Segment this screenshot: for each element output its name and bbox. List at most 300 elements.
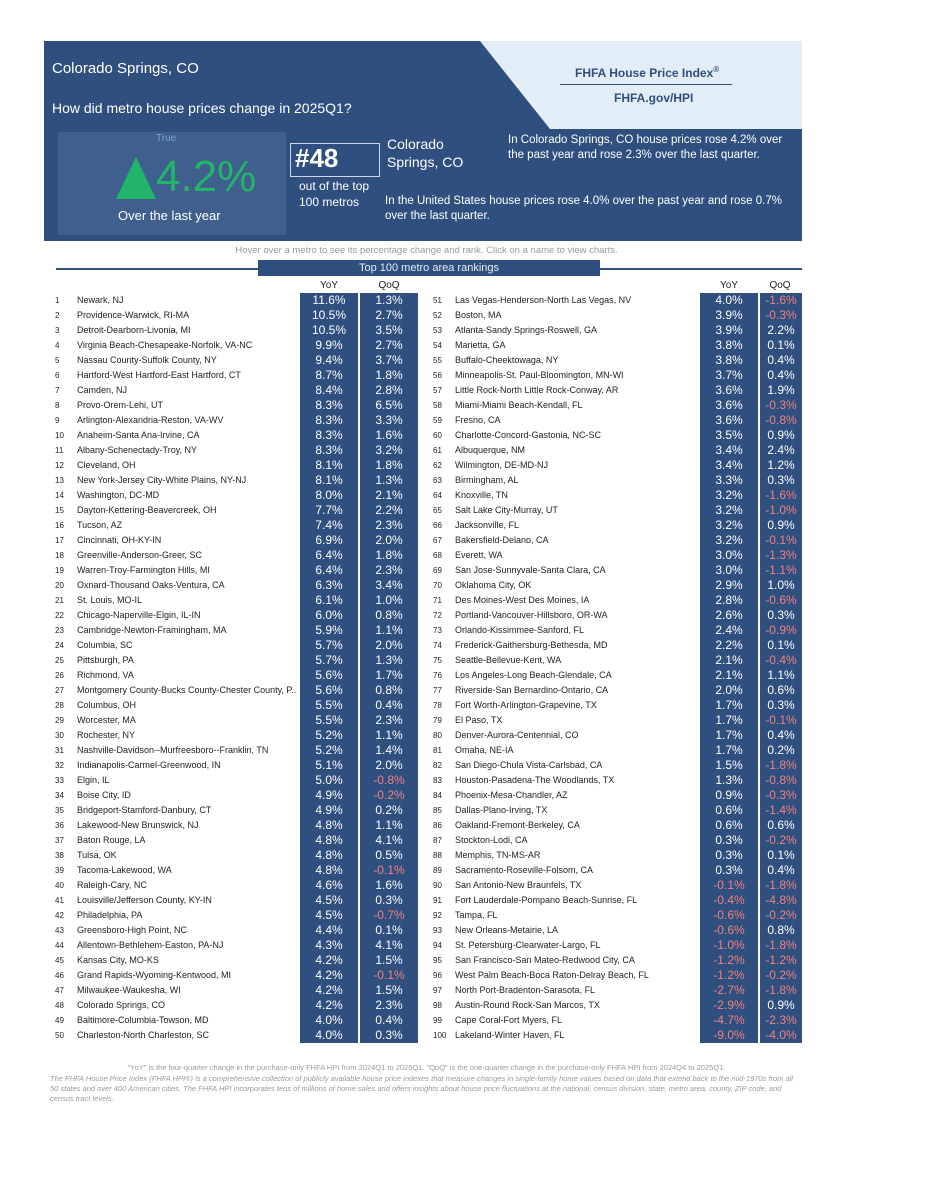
rankings-title: Top 100 metro area rankings (258, 260, 600, 276)
table-row[interactable] (433, 818, 803, 833)
table-row[interactable] (433, 803, 803, 818)
metro-name-link[interactable]: El Paso, TX (455, 715, 503, 725)
metro-name-link[interactable]: Louisville/Jefferson County, KY-IN (77, 895, 212, 905)
yoy-value: 6.4% (300, 548, 360, 563)
rank-number: 67 (433, 536, 442, 545)
metro-name-link[interactable]: Little Rock-North Little Rock-Conway, AR (455, 385, 619, 395)
metro-name-link[interactable]: Phoenix-Mesa-Chandler, AZ (455, 790, 568, 800)
table-row[interactable] (55, 413, 420, 428)
metro-name-link[interactable]: Newark, NJ (77, 295, 124, 305)
table-row[interactable] (55, 953, 420, 968)
metro-name-link[interactable]: Rochester, NY (77, 730, 136, 740)
yoy-value: 0.3% (700, 848, 760, 863)
table-row[interactable] (55, 533, 420, 548)
metro-name-link[interactable]: Jacksonville, FL (455, 520, 520, 530)
qoq-value: 1.8% (360, 368, 418, 383)
rank-number: 44 (55, 941, 64, 950)
table-row[interactable] (55, 788, 420, 803)
rank-number: 11 (55, 446, 64, 455)
qoq-value: 0.8% (760, 923, 802, 938)
yoy-value: 4.6% (300, 878, 360, 893)
metro-name-link[interactable]: Sacramento-Roseville-Folsom, CA (455, 865, 594, 875)
qoq-value: 1.3% (360, 473, 418, 488)
table-row[interactable] (433, 533, 803, 548)
metro-name-link[interactable]: New Orleans-Metairie, LA (455, 925, 559, 935)
table-row[interactable] (433, 398, 803, 413)
rank-number: 65 (433, 506, 442, 515)
metro-name-link[interactable]: Frederick-Gaithersburg-Bethesda, MD (455, 640, 608, 650)
yoy-value: 7.7% (300, 503, 360, 518)
metro-name-link[interactable]: Tacoma-Lakewood, WA (77, 865, 172, 875)
table-row[interactable] (433, 443, 803, 458)
metro-name-link[interactable]: Greenville-Anderson-Greer, SC (77, 550, 203, 560)
yoy-value: 3.9% (700, 308, 760, 323)
qoq-value: 0.9% (760, 518, 802, 533)
table-row[interactable] (55, 983, 420, 998)
yoy-value: 3.6% (700, 398, 760, 413)
table-row[interactable] (433, 563, 803, 578)
table-row[interactable] (433, 743, 803, 758)
table-row[interactable] (433, 713, 803, 728)
yoy-value: 5.2% (300, 743, 360, 758)
us-summary-text: In the United States house prices rose 4.0% over the past year and rose 0.7% over the last quarter. (385, 195, 782, 222)
table-row[interactable] (55, 443, 420, 458)
qoq-value: 1.5% (360, 953, 418, 968)
metro-name-link[interactable]: San Diego-Chula Vista-Carlsbad, CA (455, 760, 603, 770)
yoy-value: 3.2% (700, 503, 760, 518)
table-row[interactable] (433, 968, 803, 983)
metro-name-link[interactable]: Portland-Vancouver-Hillsboro, OR-WA (455, 610, 608, 620)
table-row[interactable] (433, 428, 803, 443)
rank-number: 74 (433, 641, 442, 650)
metro-name-link[interactable]: St. Petersburg-Clearwater-Largo, FL (455, 940, 601, 950)
metro-name-link[interactable]: Fort Lauderdale-Pompano Beach-Sunrise, FL (455, 895, 638, 905)
table-row[interactable] (433, 908, 803, 923)
metro-name-link[interactable]: Oxnard-Thousand Oaks-Ventura, CA (77, 580, 225, 590)
metro-name-link[interactable]: Philadelphia, PA (77, 910, 143, 920)
table-row[interactable] (55, 473, 420, 488)
table-row[interactable] (55, 998, 420, 1013)
table-row[interactable] (433, 488, 803, 503)
metro-name-link[interactable]: Birmingham, AL (455, 475, 519, 485)
table-row[interactable] (55, 833, 420, 848)
table-row[interactable] (55, 758, 420, 773)
metro-name-link[interactable]: Detroit-Dearborn-Livonia, MI (77, 325, 191, 335)
qoq-value: -0.6% (760, 593, 802, 608)
qoq-value: 3.2% (360, 443, 418, 458)
table-row[interactable] (55, 908, 420, 923)
metro-name-link[interactable]: Oklahoma City, OK (455, 580, 532, 590)
table-row[interactable] (55, 683, 420, 698)
metro-name-link[interactable]: Anaheim-Santa Ana-Irvine, CA (77, 430, 200, 440)
metro-name-link[interactable]: Denver-Aurora-Centennial, CO (455, 730, 579, 740)
table-row[interactable] (55, 803, 420, 818)
metro-name-link[interactable]: Seattle-Bellevue-Kent, WA (455, 655, 562, 665)
table-row[interactable] (433, 758, 803, 773)
metro-name-link[interactable]: Chicago-Naperville-Elgin, IL-IN (77, 610, 201, 620)
metro-name-link[interactable]: New York-Jersey City-White Plains, NY-NJ (77, 475, 247, 485)
metro-name-link[interactable]: Virginia Beach-Chesapeake-Norfolk, VA-NC (77, 340, 253, 350)
table-row[interactable] (55, 353, 420, 368)
table-row[interactable] (433, 878, 803, 893)
metro-name-link[interactable]: Boston, MA (455, 310, 502, 320)
metro-name-link[interactable]: Las Vegas-Henderson-North Las Vegas, NV (455, 295, 632, 305)
table-row[interactable] (55, 893, 420, 908)
qoq-value: 1.3% (360, 653, 418, 668)
rank-number: 82 (433, 761, 442, 770)
metro-name-link[interactable]: Wilmington, DE-MD-NJ (455, 460, 549, 470)
metro-name-link[interactable]: Washington, DC-MD (77, 490, 160, 500)
table-row[interactable] (55, 563, 420, 578)
table-row[interactable] (433, 683, 803, 698)
qoq-value: 0.4% (360, 1013, 418, 1028)
metro-name-link[interactable]: Albany-Schenectady-Troy, NY (77, 445, 198, 455)
metro-name-link[interactable]: Miami-Miami Beach-Kendall, FL (455, 400, 583, 410)
qoq-value: -0.2% (360, 788, 418, 803)
table-row[interactable] (433, 383, 803, 398)
metro-name-link[interactable]: Provo-Orem-Lehi, UT (77, 400, 164, 410)
yoy-value: 4.3% (300, 938, 360, 953)
metro-name-link[interactable]: Bakersfield-Delano, CA (455, 535, 549, 545)
rank-number: 23 (55, 626, 64, 635)
rank-number: 47 (55, 986, 64, 995)
table-row[interactable] (433, 893, 803, 908)
metro-name-link[interactable]: Hartford-West Hartford-East Hartford, CT (77, 370, 241, 380)
metro-name-link[interactable]: Stockton-Lodi, CA (455, 835, 528, 845)
metro-name-link[interactable]: Bridgeport-Stamford-Danbury, CT (77, 805, 212, 815)
yoy-value: 3.8% (700, 338, 760, 353)
metro-name-link[interactable]: Boise City, ID (77, 790, 131, 800)
yoy-value: -0.6% (700, 923, 760, 938)
metro-name-link[interactable]: North Port-Bradenton-Sarasota, FL (455, 985, 596, 995)
qoq-value: 2.3% (360, 518, 418, 533)
yoy-value: 3.4% (700, 458, 760, 473)
rank-number: 58 (433, 401, 442, 410)
table-row[interactable] (55, 938, 420, 953)
rank-number: 83 (433, 776, 442, 785)
table-row[interactable] (55, 1013, 420, 1028)
table-row[interactable] (55, 848, 420, 863)
metro-name-link[interactable]: Dallas-Plano-Irving, TX (455, 805, 548, 815)
metro-name-link[interactable]: San Francisco-San Mateo-Redwood City, CA (455, 955, 635, 965)
table-row[interactable] (433, 368, 803, 383)
table-row[interactable] (433, 863, 803, 878)
qoq-value: 1.8% (360, 458, 418, 473)
metro-name-link[interactable]: Columbus, OH (77, 700, 137, 710)
rank-number: 61 (433, 446, 442, 455)
metro-name-link[interactable]: Cape Coral-Fort Myers, FL (455, 1015, 563, 1025)
metro-name-link[interactable]: West Palm Beach-Boca Raton-Delray Beach, FL (455, 970, 649, 980)
metro-name-link[interactable]: Cambridge-Newton-Framingham, MA (77, 625, 227, 635)
metro-name-link[interactable]: Grand Rapids-Wyoming-Kentwood, MI (77, 970, 231, 980)
table-row[interactable] (433, 1028, 803, 1043)
metro-name-link[interactable]: Colorado Springs, CO (77, 1000, 166, 1010)
yoy-value: 5.1% (300, 758, 360, 773)
metro-name-link[interactable]: Charleston-North Charleston, SC (77, 1030, 210, 1040)
metro-name-link[interactable]: Austin-Round Rock-San Marcos, TX (455, 1000, 600, 1010)
rank-number: 29 (55, 716, 64, 725)
metro-name-link[interactable]: Baton Rouge, LA (77, 835, 146, 845)
metro-name-link[interactable]: Lakeland-Winter Haven, FL (455, 1030, 565, 1040)
table-row[interactable] (433, 773, 803, 788)
qoq-value: 1.1% (760, 668, 802, 683)
table-row[interactable] (55, 608, 420, 623)
metro-name-link[interactable]: Elgin, IL (77, 775, 110, 785)
metro-name-link[interactable]: Buffalo-Cheektowaga, NY (455, 355, 559, 365)
yoy-value: 4.2% (300, 953, 360, 968)
table-row[interactable] (55, 503, 420, 518)
metro-name-link[interactable]: Columbia, SC (77, 640, 133, 650)
rank-number: 18 (55, 551, 64, 560)
rank-number: 76 (433, 671, 442, 680)
metro-name-link[interactable]: Everett, WA (455, 550, 503, 560)
qoq-value: -0.1% (760, 713, 802, 728)
table-row[interactable] (55, 728, 420, 743)
table-row[interactable] (433, 1013, 803, 1028)
table-row[interactable] (433, 698, 803, 713)
yoy-value: 4.8% (300, 833, 360, 848)
metro-name-link[interactable]: St. Louis, MO-IL (77, 595, 143, 605)
table-row[interactable] (55, 698, 420, 713)
yoy-value: 8.0% (300, 488, 360, 503)
metro-name-link[interactable]: Richmond, VA (77, 670, 134, 680)
metro-name-link[interactable]: Houston-Pasadena-The Woodlands, TX (455, 775, 615, 785)
rank-number: 39 (55, 866, 64, 875)
rank-number: 4 (55, 341, 60, 350)
table-row[interactable] (55, 518, 420, 533)
table-row[interactable] (55, 968, 420, 983)
table-row[interactable] (55, 578, 420, 593)
metro-name-link[interactable]: Knoxville, TN (455, 490, 508, 500)
table-row[interactable] (433, 518, 803, 533)
table-row[interactable] (55, 623, 420, 638)
page-question: How did metro house prices change in 2025Q1? (52, 100, 352, 116)
metro-name-link[interactable]: Oakland-Fremont-Berkeley, CA (455, 820, 580, 830)
qoq-value: 0.9% (760, 998, 802, 1013)
table-row[interactable] (55, 383, 420, 398)
qoq-value: 0.2% (760, 743, 802, 758)
metro-name-link[interactable]: Arlington-Alexandria-Reston, VA-WV (77, 415, 224, 425)
metro-name-link[interactable]: Charlotte-Concord-Gastonia, NC-SC (455, 430, 602, 440)
table-row[interactable] (433, 578, 803, 593)
qoq-value: -0.7% (360, 908, 418, 923)
table-row[interactable] (433, 458, 803, 473)
metro-name-link[interactable]: Nassau County-Suffolk County, NY (77, 355, 217, 365)
metro-name-link[interactable]: Worcester, MA (77, 715, 136, 725)
table-row[interactable] (433, 608, 803, 623)
metro-name-link[interactable]: Fresno, CA (455, 415, 501, 425)
qoq-value: 3.4% (360, 578, 418, 593)
table-row[interactable] (55, 638, 420, 653)
rank-number: 45 (55, 956, 64, 965)
table-row[interactable] (55, 323, 420, 338)
yoy-value: 0.3% (700, 833, 760, 848)
rank-number: 28 (55, 701, 64, 710)
table-row[interactable] (55, 1028, 420, 1043)
qoq-value: -1.3% (760, 548, 802, 563)
right-yoy-header: YoY (720, 280, 738, 291)
table-row[interactable] (55, 428, 420, 443)
table-row[interactable] (55, 308, 420, 323)
yoy-value: -1.2% (700, 968, 760, 983)
metro-name-link[interactable]: Allentown-Bethlehem-Easton, PA-NJ (77, 940, 224, 950)
metro-name-link[interactable]: Fort Worth-Arlington-Grapevine, TX (455, 700, 597, 710)
yoy-value: 4.4% (300, 923, 360, 938)
table-row[interactable] (55, 863, 420, 878)
table-row[interactable] (55, 773, 420, 788)
metro-name-link[interactable]: Milwaukee-Waukesha, WI (77, 985, 181, 995)
metro-name-link[interactable]: Des Moines-West Des Moines, IA (455, 595, 590, 605)
qoq-value: 1.1% (360, 728, 418, 743)
yoy-value: 1.5% (700, 758, 760, 773)
table-row[interactable] (55, 488, 420, 503)
metro-name-link[interactable]: Lakewood-New Brunswick, NJ (77, 820, 199, 830)
metro-name-link[interactable]: Greensboro-High Point, NC (77, 925, 188, 935)
rank-number: 36 (55, 821, 64, 830)
qoq-value: -0.3% (760, 788, 802, 803)
table-row[interactable] (55, 713, 420, 728)
metro-name-link[interactable]: Omaha, NE-IA (455, 745, 514, 755)
table-row[interactable] (55, 398, 420, 413)
table-row[interactable] (55, 458, 420, 473)
qoq-value: 2.7% (360, 338, 418, 353)
table-row[interactable] (433, 623, 803, 638)
metro-name-link[interactable]: Warren-Troy-Farmington Hills, MI (77, 565, 210, 575)
metro-name-link[interactable]: Minneapolis-St. Paul-Bloomington, MN-WI (455, 370, 624, 380)
table-row[interactable] (55, 668, 420, 683)
table-row[interactable] (55, 293, 420, 308)
qoq-value: 2.1% (360, 488, 418, 503)
metro-name-link[interactable]: Providence-Warwick, RI-MA (77, 310, 190, 320)
metro-name-link[interactable]: Cleveland, OH (77, 460, 136, 470)
table-row[interactable] (433, 293, 803, 308)
metro-name-link[interactable]: Memphis, TN-MS-AR (455, 850, 541, 860)
metro-name-link[interactable]: Tampa, FL (455, 910, 498, 920)
table-row[interactable] (433, 788, 803, 803)
table-row[interactable] (433, 308, 803, 323)
qoq-value: 0.4% (760, 353, 802, 368)
qoq-value: 0.4% (760, 368, 802, 383)
metro-name-link[interactable]: Raleigh-Cary, NC (77, 880, 147, 890)
metro-name-link[interactable]: Baltimore-Columbia-Towson, MD (77, 1015, 209, 1025)
rank-number: 99 (433, 1016, 442, 1025)
table-row[interactable] (433, 953, 803, 968)
table-row[interactable] (433, 728, 803, 743)
metro-name-link[interactable]: Kansas City, MO-KS (77, 955, 159, 965)
table-row[interactable] (433, 848, 803, 863)
metro-name-link[interactable]: Albuquerque, NM (455, 445, 526, 455)
rank-number: 90 (433, 881, 442, 890)
metro-name-link[interactable]: Salt Lake City-Murray, UT (455, 505, 558, 515)
table-row[interactable] (433, 503, 803, 518)
metro-name-link[interactable]: Tulsa, OK (77, 850, 117, 860)
metro-name-link[interactable]: Orlando-Kissimmee-Sanford, FL (455, 625, 585, 635)
rank-number: 95 (433, 956, 442, 965)
metro-name-link[interactable]: San Antonio-New Braunfels, TX (455, 880, 582, 890)
metro-name-link[interactable]: Los Angeles-Long Beach-Glendale, CA (455, 670, 612, 680)
brand-name: FHFA House Price Index (575, 66, 714, 80)
metro-name-link[interactable]: Tucson, AZ (77, 520, 123, 530)
table-row[interactable] (433, 353, 803, 368)
table-row[interactable] (433, 323, 803, 338)
metro-name-link[interactable]: Dayton-Kettering-Beavercreek, OH (77, 505, 217, 515)
qoq-value: 1.2% (760, 458, 802, 473)
yoy-value: 1.7% (700, 728, 760, 743)
table-row[interactable] (55, 593, 420, 608)
rank-number: 80 (433, 731, 442, 740)
table-row[interactable] (55, 923, 420, 938)
yoy-value: 3.2% (700, 518, 760, 533)
metro-name-link[interactable]: Pittsburgh, PA (77, 655, 134, 665)
metro-name-link[interactable]: Camden, NJ (77, 385, 128, 395)
qoq-value: 1.9% (760, 383, 802, 398)
table-row[interactable] (433, 923, 803, 938)
rank-number: 7 (55, 386, 60, 395)
rank-number: 15 (55, 506, 64, 515)
table-row[interactable] (433, 938, 803, 953)
table-row[interactable] (433, 593, 803, 608)
rank-number: 91 (433, 896, 442, 905)
metro-name-link[interactable]: Cincinnati, OH-KY-IN (77, 535, 162, 545)
table-row[interactable] (433, 998, 803, 1013)
table-row[interactable] (433, 413, 803, 428)
table-row[interactable] (433, 833, 803, 848)
qoq-value: 2.0% (360, 638, 418, 653)
qoq-value: 0.4% (360, 698, 418, 713)
yoy-value: 8.3% (300, 428, 360, 443)
yoy-value: -0.4% (700, 893, 760, 908)
table-row[interactable] (55, 878, 420, 893)
table-row[interactable] (55, 653, 420, 668)
rank-number: 26 (55, 671, 64, 680)
left-qoq-header: QoQ (378, 280, 400, 291)
table-row[interactable] (433, 338, 803, 353)
yoy-value: 4.9% (300, 788, 360, 803)
table-row[interactable] (55, 743, 420, 758)
metro-name-link[interactable]: San Jose-Sunnyvale-Santa Clara, CA (455, 565, 606, 575)
qoq-value: -1.0% (760, 503, 802, 518)
rank-number: 46 (55, 971, 64, 980)
table-row[interactable] (55, 818, 420, 833)
yoy-value: 4.0% (700, 293, 760, 308)
yoy-value: 3.4% (700, 443, 760, 458)
yoy-value: 4.5% (300, 908, 360, 923)
table-row[interactable] (433, 983, 803, 998)
metro-name-link[interactable]: Nashville-Davidson--Murfreesboro--Franklin, TN (77, 745, 269, 755)
metro-name-link[interactable]: Riverside-San Bernardino-Ontario, CA (455, 685, 609, 695)
qoq-value: -1.8% (760, 758, 802, 773)
table-row[interactable] (55, 368, 420, 383)
rank-number: 16 (55, 521, 64, 530)
metro-name-link[interactable]: Montgomery County-Bucks County-Chester County, P.. (77, 685, 297, 695)
table-row[interactable] (433, 638, 803, 653)
metro-name-link[interactable]: Indianapolis-Carmel-Greenwood, IN (77, 760, 221, 770)
table-row[interactable] (55, 548, 420, 563)
brand-url-link[interactable]: FHFA.gov/HPI (614, 91, 694, 105)
table-row[interactable] (433, 668, 803, 683)
table-row[interactable] (433, 653, 803, 668)
yoy-value: 5.5% (300, 713, 360, 728)
table-row[interactable] (433, 473, 803, 488)
table-row[interactable] (55, 338, 420, 353)
qoq-value: 2.3% (360, 998, 418, 1013)
metro-name-link[interactable]: Marietta, GA (455, 340, 506, 350)
table-row[interactable] (433, 548, 803, 563)
yoy-value: -9.0% (700, 1028, 760, 1043)
metro-name-link[interactable]: Atlanta-Sandy Springs-Roswell, GA (455, 325, 598, 335)
yoy-value: 2.0% (700, 683, 760, 698)
rank-number: 98 (433, 1001, 442, 1010)
